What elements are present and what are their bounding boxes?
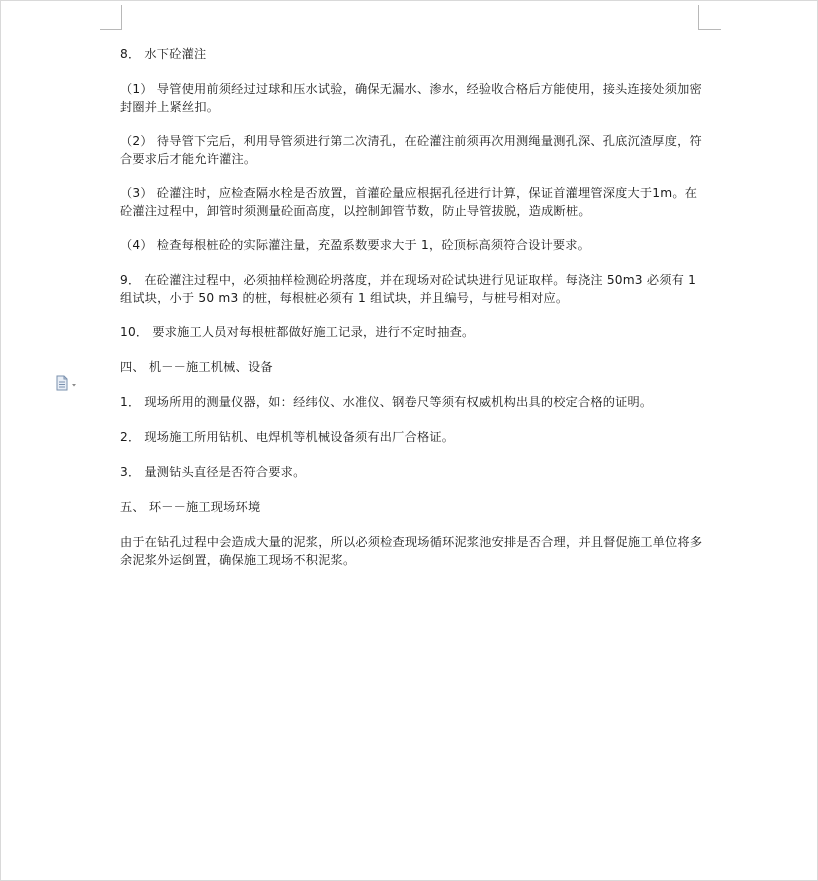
paragraph-item-9: 9． 在砼灌注过程中，必须抽样检测砼坍落度，并在现场对砼试块进行见证取样。每浇注 50m3 必须有 1 组试块，小于 50 m3 的桩，每根桩必须有 1 组试块，并且编号，与桩号相对应。 <box>120 273 697 305</box>
heading-environment: 五、 环－－施工现场环境 <box>120 500 261 514</box>
heading-machinery: 四、 机－－施工机械、设备 <box>120 360 273 374</box>
paragraph-machinery-3: 3． 量测钻头直径是否符合要求。 <box>120 465 306 479</box>
document-body <box>120 45 705 585</box>
heading-underwater-concrete: 8． 水下砼灌注 <box>120 47 207 61</box>
paragraph-item-4: （4） 检查每根桩砼的实际灌注量，充盈系数要求大于 1，砼顶标高须符合设计要求。 <box>120 238 591 252</box>
paragraph-item-2: （2） 待导管下完后，利用导管须进行第二次清孔，在砼灌注前须再次用测绳量测孔深、孔底沉渣厚度，符合要求后才能允许灌注。 <box>120 134 702 166</box>
document-icon[interactable] <box>55 375 81 391</box>
paragraph-item-10: 10． 要求施工人员对每根桩都做好施工记录，进行不定时抽查。 <box>120 325 475 339</box>
top-right-margin-marker <box>698 5 721 30</box>
top-left-margin-marker <box>100 5 122 30</box>
paragraph-item-3: （3） 砼灌注时，应检查隔水栓是否放置，首灌砼量应根据孔径进行计算，保证首灌埋管深度大于1m。在砼灌注过程中，卸管时须测量砼面高度，以控制卸管节数，防止导管拔脱，造成断桩。 <box>120 186 698 218</box>
paragraph-item-1: （1） 导管使用前须经过过球和压水试验，确保无漏水、渗水，经验收合格后方能使用，接头连接处须加密封圈并上紧丝扣。 <box>120 82 702 114</box>
paragraph-environment: 由于在钻孔过程中会造成大量的泥浆，所以必须检查现场循环泥浆池安排是否合理，并且督促施工单位将多余泥浆外运倒置，确保施工现场不积泥浆。 <box>120 535 703 567</box>
paragraph-machinery-1: 1． 现场所用的测量仪器，如：经纬仪、水准仪、钢卷尺等须有权威机构出具的校定合格的证明。 <box>120 395 653 409</box>
paragraph-machinery-2: 2． 现场施工所用钻机、电焊机等机械设备须有出厂合格证。 <box>120 430 455 444</box>
